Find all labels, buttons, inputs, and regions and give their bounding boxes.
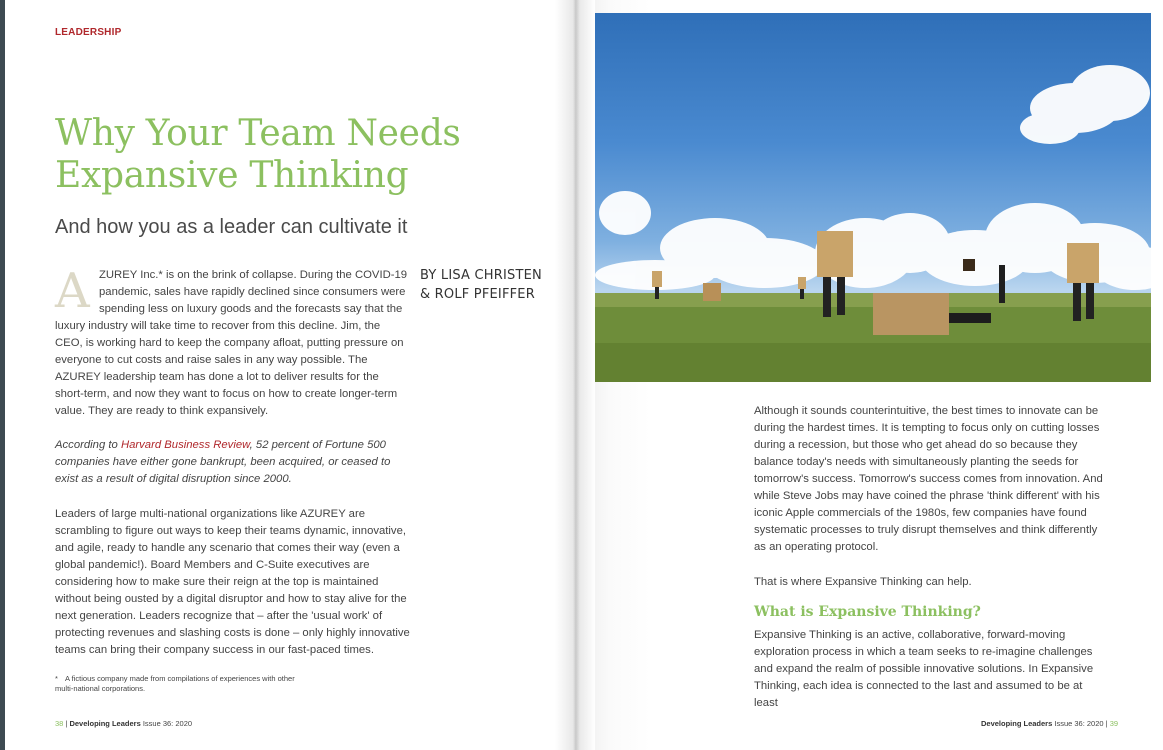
byline-author-1: BY LISA CHRISTEN bbox=[420, 268, 542, 283]
page-number-right: 39 bbox=[1109, 719, 1119, 728]
intro-text: ZUREY Inc.* is on the brink of collapse. During the COVID-19 pandemic, sales have rapidly declined since consumers were spending less on luxury goods and the forecasts say that the luxury industry will take time to recover from this decline. Jim, the CEO, is working hard to keep the company afloat, putting pressure on everyone to cut costs and raise sales in any way possible. The AZUREY leadership team has done a lot to deliver results for the short-term, and now they want to focus on how to create longer-term value. They are ready to think expansively. bbox=[55, 269, 408, 417]
right-paragraph-2: That is where Expansive Thinking can help. bbox=[754, 576, 972, 588]
publication-name-left: Developing Leaders bbox=[69, 719, 141, 728]
footer-separator: | bbox=[63, 719, 70, 728]
byline bbox=[420, 266, 542, 304]
publication-name-right: Developing Leaders bbox=[981, 719, 1053, 728]
footnote-text: A fictious company made from compilations of experiences with other multi-national corporations. bbox=[55, 674, 295, 693]
right-paragraph-3: Expansive Thinking is an active, collaborative, forward-moving exploration process in which a team seeks to re-imagine challenges and expand the realm of possible innovative solutions. In Expansive Thinking, each idea is connected to the last and assumed to be at least bbox=[754, 629, 1094, 709]
hbr-link[interactable]: Harvard Business Review bbox=[120, 439, 250, 451]
issue-left: Issue 36: 2020 bbox=[140, 719, 193, 728]
hbr-quote-paragraph bbox=[55, 437, 410, 488]
article-subheadline: And how you as a leader can cultivate it bbox=[55, 216, 408, 238]
drop-cap: A bbox=[55, 263, 90, 319]
page-number-left: 38 bbox=[55, 719, 64, 728]
book-spine bbox=[555, 0, 595, 750]
footer-left bbox=[55, 719, 192, 728]
article-photo bbox=[595, 13, 1151, 382]
footnote-marker: * bbox=[55, 674, 58, 683]
byline-author-2: & ROLF PFEIFFER bbox=[420, 287, 535, 302]
footnote bbox=[55, 674, 315, 694]
section-label: LEADERSHIP bbox=[55, 27, 122, 38]
footer-right bbox=[981, 719, 1118, 728]
article-headline: Why Your Team Needs Expansive Thinking bbox=[55, 113, 461, 196]
footer-separator: | bbox=[1103, 719, 1110, 728]
section-heading: What is Expansive Thinking? bbox=[754, 604, 981, 620]
issue-right: Issue 36: 2020 bbox=[1052, 719, 1104, 728]
leaders-paragraph: Leaders of large multi-national organizations like AZUREY are scrambling to figure out ways to keep their teams dynamic, innovative, and agile, ready to handle any scenario that comes their way (even a global pandemic!). Board Members and C-Suite executives are considering how to make sure their reign at the top is maintained without being ousted by a digital disruptor and how to stay alive for the next generation. Leaders recognize that – after the 'usual work' of protecting revenues and slashing costs is done – only highly innovative teams can bring their company success in our fast-paced times. bbox=[55, 508, 410, 656]
quote-after: , 52 percent of Fortune 500 companies have either gone bankrupt, been acquired, or ceased to exist as a result of digital disruption since 2000. bbox=[55, 439, 391, 485]
intro-paragraph bbox=[55, 263, 410, 420]
right-paragraph-1: Although it sounds counterintuitive, the best times to innovate can be during the hardest times. It is tempting to focus only on cutting losses during a recession, but those who get ahead do so because they balance today's needs with simultaneously planting the seeds for tomorrow's success. Tomorrow's success comes from innovation. And while Steve Jobs may have coined the phrase 'think different' with his iconic Apple commercials of the 1980s, few companies have found systematic processes to truly disrupt themselves and think differently as an operating protocol. bbox=[754, 405, 1103, 553]
quote-before: According to bbox=[55, 439, 121, 451]
